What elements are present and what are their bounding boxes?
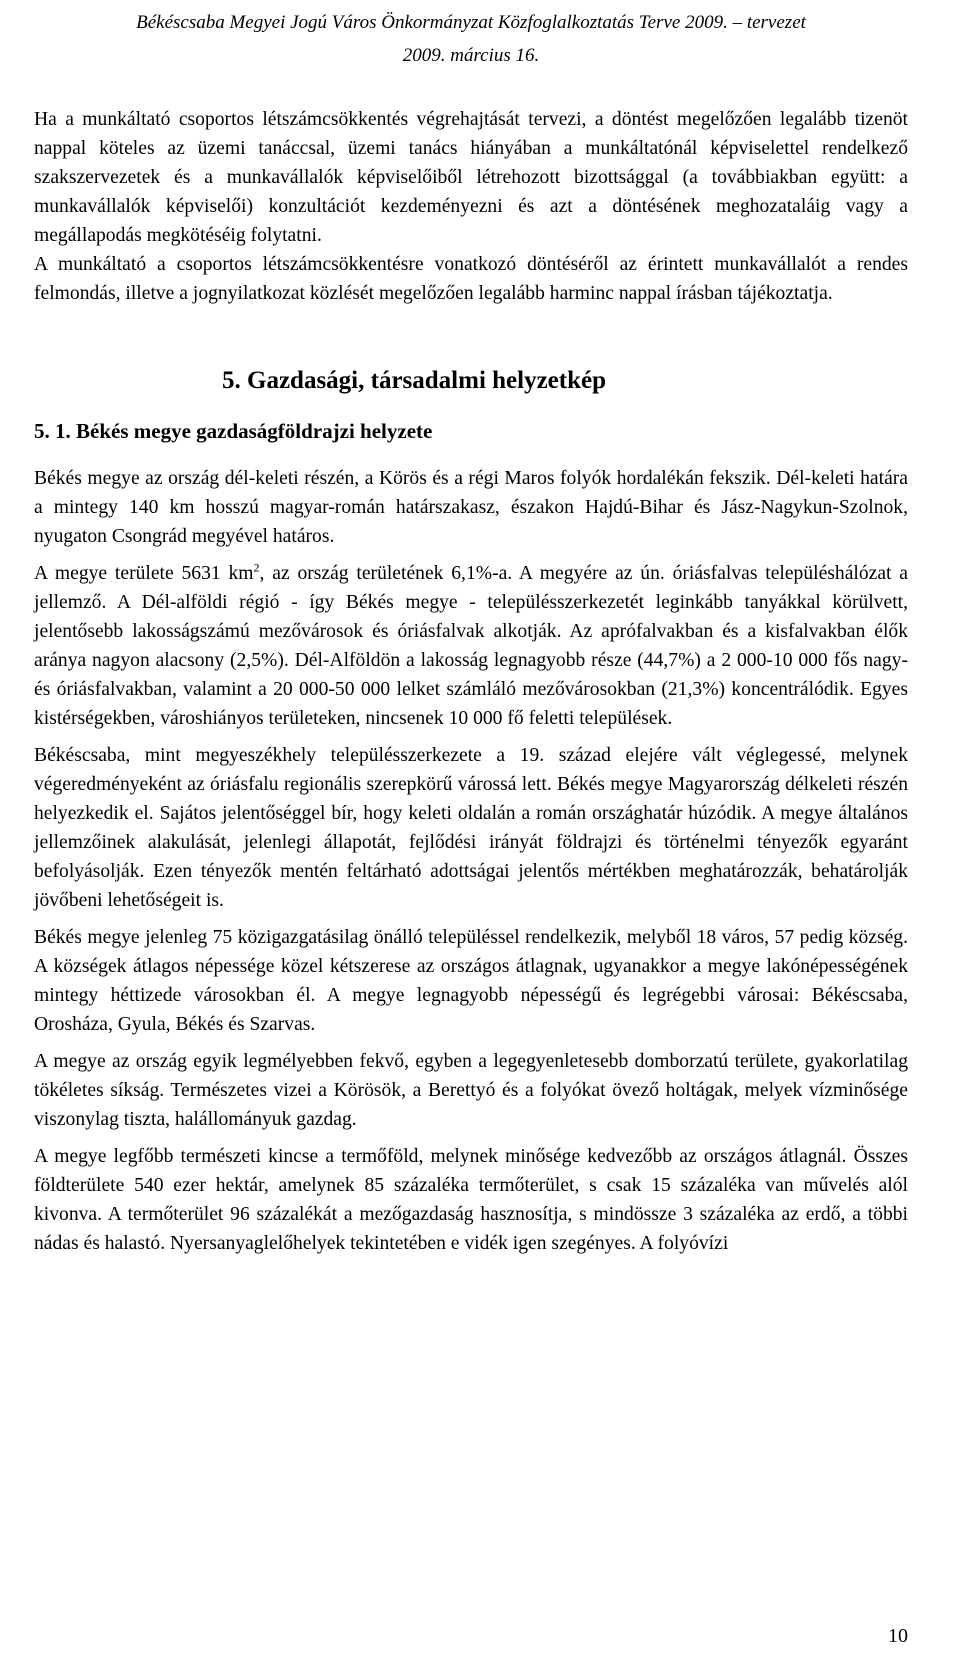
area-unit-superscript: 2 <box>253 560 260 575</box>
page-number: 10 <box>888 1625 908 1647</box>
intro-paragraph-1: Ha a munkáltató csoportos létszámcsökkentés végrehajtását tervezi, a döntést megelőzően legalább tizenöt nappal köteles az üzemi tanáccsal, üzemi tanács hiányában a munkáltatónál képviselettel rendelkező szakszervezetek és a munkavállalók képviselőiből létrehozott bizottsággal (a továbbiakban együtt: a munkavállalók képviselői) konzultációt kezdeményezni és azt a döntésének meghozataláig vagy a megállapodás megkötéséig folytatni. <box>34 109 908 246</box>
section-paragraph-1: Békés megye az ország dél-keleti részén, a Körös és a régi Maros folyók hordalékán fekszik. Dél-keleti határa a mintegy 140 km hosszú magyar-román határszakasz, északon Hajdú-Bihar és Jász-Nagykun-Szolnok, nyugaton Csongrád megyével határos. <box>34 468 908 547</box>
area-text-continued: , az ország területének 6,1%-a. A megyére az ún. óriásfalvas településhálózat a jellemző. A Dél-alföldi régió - így Békés megye - településszerkezetét leginkább tanyákkal körülvett, jelentősebb lakosságszámú mezővárosok és óriásfalvak alkotják. Az aprófalvakban és a kisfalvakban élők aránya nagyon alacsony (2,5%). Dél-Alföldön a lakosság legnagyobb része (44,7%) a 2 000-10 000 fős nagy- és óriásfalvakban, valamint a 20 000-50 000 lelket számláló mezővárosokban (21,3%) koncentrálódik. Egyes kistérségekben, városhiányos területeken, nincsenek 10 000 fő feletti települések. <box>34 563 908 729</box>
chapter-title: 5. Gazdasági, társadalmi helyzetkép <box>222 367 607 394</box>
header-title: Békéscsaba Megyei Jogú Város Önkormányzat Közfoglalkoztatás Terve 2009. – tervezet <box>136 12 806 33</box>
section-paragraph-6: A megye legfőbb természeti kincse a termőföld, melynek minősége kedvezőbb az országos átlagnál. Összes földterülete 540 ezer hektár, amelynek 85 százaléka termőterület, s csak 15 százaléka van művelés alól kivonva. A termőterület 96 százalékát a mezőgazdaság hasznosítja, s mindössze 3 százaléka az erdő, a többi nádas és halastó. Nyersanyaglelőhelyek tekintetében e vidék igen szegényes. A folyóvízi <box>34 1146 908 1254</box>
section-paragraph-4: Békés megye jelenleg 75 közigazgatásilag önálló településsel rendelkezik, melyből 18 város, 57 pedig község. A községek átlagos népessége közel kétszerese az országos átlagnak, ugyanakkor a megye lakónépességének mintegy héttizede városokban él. A megye legnagyobb népességű és legrégebbi városai: Békéscsaba, Orosháza, Gyula, Békés és Szarvas. <box>34 927 908 1035</box>
section-paragraph-2 <box>34 559 908 733</box>
area-text: A megye területe 5631 km <box>34 563 254 584</box>
section-paragraph-5: A megye az ország egyik legmélyebben fekvő, egyben a legegyenletesebb domborzatú területe, gyakorlatilag tökéletes síkság. Természetes vizei a Körösök, a Berettyó és a folyókat övező holtágak, melyek vízminősége viszonylag tiszta, halállományuk gazdag. <box>34 1051 908 1130</box>
document-header <box>34 0 908 72</box>
header-date: 2009. március 16. <box>402 45 540 66</box>
section-paragraph-3: Békéscsaba, mint megyeszékhely településszerkezete a 19. század elejére vált véglegessé, melynek végeredményeként az óriásfalu regionális szerepkörű várossá lett. Békés megye Magyarország délkeleti részén helyezkedik el. Sajátos jelentőséggel bír, hogy keleti oldalán a román országhatár húzódik. A megye általános jellemzőinek alakulását, jelenlegi állapotát, fejlődési irányát földrajzi és történelmi tényezők egyaránt befolyásolják. Ezen tényezők mentén feltárható adottságai jelentős mértékben meghatározzák, behatárolják jövőbeni lehetőségeit is. <box>34 745 908 911</box>
document-page <box>34 0 908 1258</box>
section-title: 5. 1. Békés megye gazdaságföldrajzi helyzete <box>34 419 433 443</box>
intro-paragraph-2: A munkáltató a csoportos létszámcsökkentésre vonatkozó döntéséről az érintett munkavállalót a rendes felmondás, illetve a jognyilatkozat közlését megelőzően legalább harminc nappal írásban tájékoztatja. <box>34 254 908 304</box>
